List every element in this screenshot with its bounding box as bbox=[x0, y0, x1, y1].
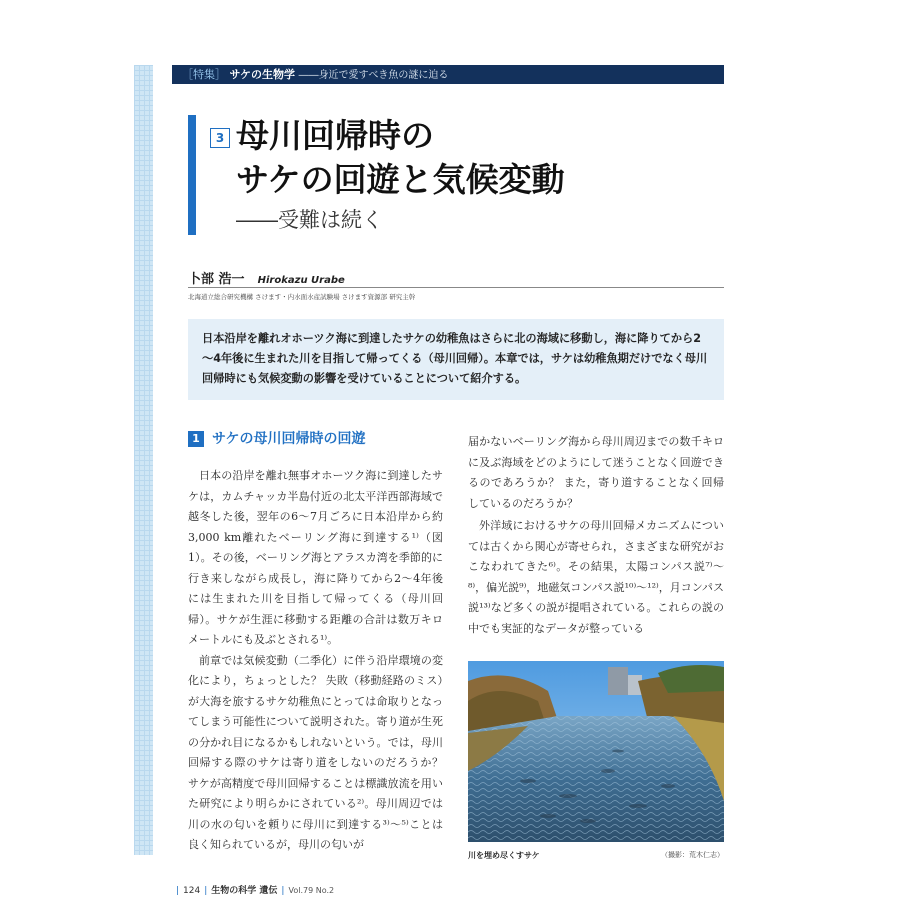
left-body bbox=[188, 466, 443, 874]
abstract-box: 日本沿岸を離れオホーツク海に到達したサケの幼稚魚はさらに北の海域に移動し，海に降りてから2～4年後に生まれた川を目指して帰ってくる（母川回帰）。本章では，サケは幼稚魚期だけでなく母川回帰時にも気候変動の影響を受けていることについて紹介する。 bbox=[188, 319, 724, 400]
section-title: サケの母川回帰時の回遊 bbox=[212, 431, 366, 447]
body-paragraph: 外洋域におけるサケの母川回帰メカニズムについては古くから関心が寄せられ，さまざまな研究がおこなわれてきた⁶⁾。その結果，太陽コンパス説⁷⁾～⁸⁾，偏光説⁹⁾，地磁気コンパス説¹⁰⁾～¹²⁾，月コンパス説¹³⁾など多くの説が提唱されている。これらの説の中でも実証的なデータが整っている bbox=[468, 519, 724, 635]
section-heading bbox=[188, 428, 443, 450]
title-line-1: 母川回帰時の bbox=[236, 116, 434, 155]
chapter-number: 3 bbox=[210, 128, 230, 148]
title-line-2: サケの回遊と気候変動 bbox=[236, 160, 565, 199]
left-column bbox=[188, 428, 443, 874]
right-column bbox=[468, 432, 724, 641]
author-name-en: Hirokazu Urabe bbox=[257, 275, 345, 286]
caption-credit: （撮影：荒木仁志） bbox=[661, 851, 724, 859]
feature-tag: ［特集］ bbox=[182, 68, 226, 81]
feature-subtitle: ――身近で愛すべき魚の謎に迫る bbox=[298, 70, 449, 81]
feature-series: サケの生物学 bbox=[229, 68, 296, 81]
body-paragraph: 日本の沿岸を離れ無事オホーツク海に到達したサケは，カムチャッカ半島付近の北太平洋西部海域で越冬した後，翌年の6～7月ごろに日本沿岸から約3,000 km離れたベーリング海に到達する¹⁾（図1）。その後，ベーリング海とアラスカ湾を季節的に行き来しながら成長し，海に降りてから2～4年後には生まれた川を目指して帰ってくる（母川回帰）。サケが生涯に移動する距離の合計は数万キロメートルにも及ぶとされる¹⁾。 bbox=[188, 469, 443, 646]
author-row bbox=[188, 268, 724, 287]
article-subtitle: ――受難は続く bbox=[236, 208, 383, 232]
photo-caption bbox=[468, 850, 724, 861]
author-affiliation: 北海道立総合研究機構 さけます・内水面水産試験場 さけます資源部 研究主幹 bbox=[188, 293, 416, 301]
section-number: 1 bbox=[188, 431, 204, 447]
page-number: 124 bbox=[183, 886, 201, 896]
page-footer: | 124 | 生物の科学 遺伝 | Vol.79 No.2 bbox=[176, 886, 335, 896]
author-name: 卜部 浩一 bbox=[188, 272, 245, 287]
river-salmon-photo bbox=[468, 661, 724, 842]
title-accent-bar bbox=[188, 115, 196, 235]
special-feature-header bbox=[172, 65, 724, 84]
journal-volume: Vol.79 No.2 bbox=[288, 886, 335, 895]
article-title bbox=[236, 114, 716, 202]
journal-name: 生物の科学 遺伝 bbox=[211, 886, 278, 896]
side-decoration-strip bbox=[134, 65, 153, 855]
river-photo-illustration bbox=[468, 661, 724, 842]
author-divider bbox=[188, 287, 724, 288]
body-paragraph: 届かないベーリング海から母川周辺までの数千キロに及ぶ海域をどのようにして迷うことなく回遊できるのであろうか？ また，寄り道することなく回帰しているのだろうか？ bbox=[468, 435, 724, 510]
body-paragraph: 前章では気候変動（二季化）に伴う沿岸環境の変化により，ちょっとした？ 失敗（移動経路のミス）が大海を旅するサケ幼稚魚にとっては命取りとなってしまう可能性について説明された。寄り道が生死の分かれ目になるかもしれないという。では，母川回帰する際のサケは寄り道をしないのだろうか？ サケが高精度で母川回帰することは標識放流を用いた研究により明らかにされている²⁾。母川周辺では川の水の匂いを頼りに母川に到達する³⁾～⁵⁾ことは良く知られているが，母川の匂いが bbox=[188, 653, 443, 851]
caption-text: 川を埋め尽くすサケ bbox=[468, 851, 540, 860]
